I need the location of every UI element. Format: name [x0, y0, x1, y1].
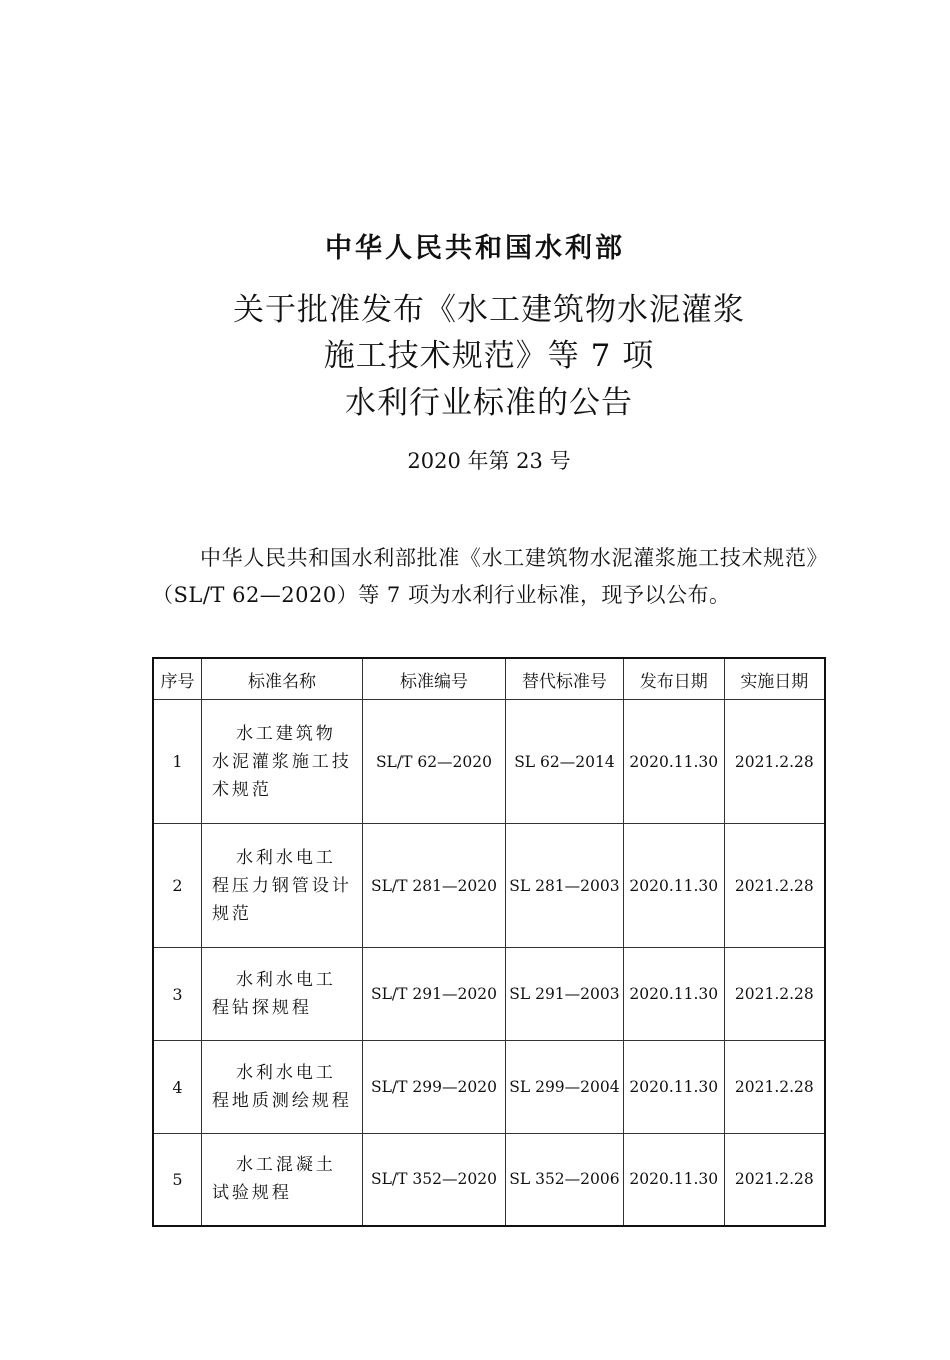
- cell-published: 2020.11.30: [623, 948, 724, 1041]
- table-row: [153, 1134, 825, 1226]
- table-header-row: [153, 658, 825, 700]
- cell-published: 2020.11.30: [623, 824, 724, 948]
- column-header-code: 标准编号: [363, 658, 506, 700]
- cell-seq: 1: [153, 700, 201, 824]
- announcement-paragraph: 中华人民共和国水利部批准《水工建筑物水泥灌浆施工技术规范》（SL/T 62—2020）等 7 项为水利行业标准，现予以公布。: [152, 546, 828, 607]
- cell-effective: 2021.2.28: [724, 824, 825, 948]
- cell-effective: 2021.2.28: [724, 948, 825, 1041]
- table-row: [153, 948, 825, 1041]
- standards-table: [152, 657, 826, 1227]
- document-number: 2020 年第 23 号: [407, 449, 571, 473]
- table-row: [153, 1041, 825, 1134]
- standard-name: 水利水电工程地质测绘规程: [211, 1063, 352, 1111]
- cell-code: SL/T 291—2020: [363, 948, 506, 1041]
- cell-seq: 4: [153, 1041, 201, 1134]
- cell-replaces: SL 352—2006: [505, 1134, 623, 1226]
- table-row: [153, 700, 825, 824]
- column-header-replaces: 替代标准号: [505, 658, 623, 700]
- cell-name: [201, 824, 362, 948]
- column-header-name: 标准名称: [201, 658, 362, 700]
- standard-name: 水利水电工程钻探规程: [211, 970, 336, 1018]
- column-header-seq: 序号: [153, 658, 201, 700]
- cell-code: SL/T 281—2020: [363, 824, 506, 948]
- standard-name: 水工建筑物水泥灌浆施工技术规范: [211, 723, 352, 800]
- notice-title-line-3: 水利行业标准的公告: [345, 385, 633, 421]
- standard-name: 水利水电工程压力钢管设计规范: [211, 847, 352, 924]
- cell-replaces: SL 62—2014: [505, 700, 623, 824]
- table-row: [153, 824, 825, 948]
- cell-code: SL/T 352—2020: [363, 1134, 506, 1226]
- column-header-effective: 实施日期: [724, 658, 825, 700]
- cell-effective: 2021.2.28: [724, 1041, 825, 1134]
- cell-seq: 3: [153, 948, 201, 1041]
- cell-replaces: SL 299—2004: [505, 1041, 623, 1134]
- cell-code: SL/T 62—2020: [363, 700, 506, 824]
- cell-name: [201, 1134, 362, 1226]
- cell-name: [201, 1041, 362, 1134]
- cell-effective: 2021.2.28: [724, 700, 825, 824]
- cell-name: [201, 700, 362, 824]
- cell-replaces: SL 291—2003: [505, 948, 623, 1041]
- ministry-name: 中华人民共和国水利部: [325, 233, 625, 264]
- cell-seq: 5: [153, 1134, 201, 1226]
- column-header-published: 发布日期: [623, 658, 724, 700]
- cell-seq: 2: [153, 824, 201, 948]
- cell-name: [201, 948, 362, 1041]
- notice-title-line-1: 关于批准发布《水工建筑物水泥灌浆: [233, 292, 745, 328]
- notice-title-line-2: 施工技术规范》等 7 项: [323, 338, 655, 374]
- standard-name: 水工混凝土试验规程: [211, 1155, 336, 1204]
- cell-published: 2020.11.30: [623, 1041, 724, 1134]
- cell-effective: 2021.2.28: [724, 1134, 825, 1226]
- cell-published: 2020.11.30: [623, 1134, 724, 1226]
- cell-published: 2020.11.30: [623, 700, 724, 824]
- cell-replaces: SL 281—2003: [505, 824, 623, 948]
- cell-code: SL/T 299—2020: [363, 1041, 506, 1134]
